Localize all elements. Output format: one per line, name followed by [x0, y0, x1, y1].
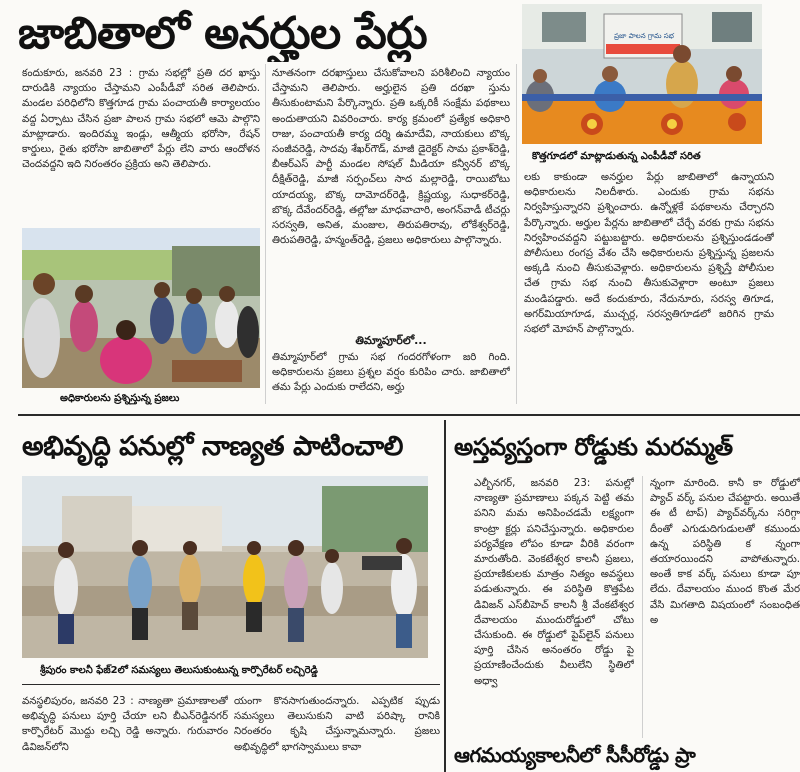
story1-subhead: తిమ్మాపూర్‌లో... [355, 334, 427, 347]
story1-col1-text: కందుకూరు, జనవరి 23 : గ్రామ సభల్లో ప్రతి దర ఖాస్తు దారుడికి న్యాయం చేస్తామని ఎంపీడీవో సరిత తెలిపారు. మండల పరిధిలోని కొత్తగూడ గ్రామ పంచాయతీ కార్యాలయం వద్ద ఏర్పాటు చేసిన ప్రజా పాలన గ్రామ సభలో ఆమె పాల్గొని మాట్లాడారు. ఇందిరమ్మ ఇండ్లు, ఆత్మీయ భరోసా, రేషన్ కార్డులు, రైతు భరోసా జాబితాలో పేర్లు లేని వారు ఆందోళన చెందవద్దని ఇది నిరంతరం ప్రక్రియ అని తెలిపారు. [22, 68, 260, 171]
story3-col1-text: ఎల్బీనగర్, జనవరి 23: పనుల్లో నాణ్యతా ప్రమాణాలు పక్కన పెట్టి తమ పనిని మమ అనిపించడమే లక్ష్యంగా కాంట్రా క్టర్లు పనిచేస్తున్నారు. అధికారుల పర్యవేక్షణ లోపం కూడా వీరికి వరంగా మారుతోంది. వెంకటేశ్వర కాలనీ ప్రజలు, ప్రయాణికులకు మాత్రం నిత్యం అవస్థలు పడుతున్నారు. ఈ పరిస్థితి కొత్తపేట డివిజన్ ఎస్‌బీహెచ్ కాలనీ శ్రీ వేంకటేశ్వర దేవాలయం ముందురోడ్డులో చోటు చేసుకుంది. ఈ రోడ్డులో పైప్‌లైన్ పనులు పూర్తి చేసిన అనంతరం రోడ్డు పై ప్రయాణించేందుకు వీలులేని స్థితిలో అధ్వా [474, 478, 634, 687]
story1-col2-text: నూతనంగా దరఖాస్తులు చేసుకోవాలని పరిశీలించి న్యాయం చేస్తామని తెలిపారు. అర్హులైన ప్రతి దరఖా స్తును తీసుకుంటామని పేర్కొన్నారు. ప్రతి ఒక్కరికీ సంక్షేమ పథకాలు అందుతాయని వివరించారు. కార్య క్రమంలో ప్రత్యేక అధికారి రాజు, పంచాయతీ కార్య దర్శి ఉమాదేవి, నాయకులు బొక్క సంజీవరెడ్డి, సాదవు శేఖర్‌గౌడ్, మాజీ డైరెక్టర్ సామ ప్రకాశ్‌రెడ్డి, బీఆర్‌ఎస్ పార్టీ మండల సోషల్ మీడియా కన్వీనర్ బొక్క దీక్షిత్‌రెడ్డి, మాజీ సర్పంచ్‌లు సాద మల్లారెడ్డి, రాయిబోటు యాదయ్య, బొక్క దామోదర్‌రెడ్డి, క్రిష్ణయ్య, సుధాకర్‌రెడ్డి, బొక్క దేవేందర్‌రెడ్డి, తల్లోజు మాధవాచారి, అంగన్‌వాడీ టీచర్లు సరస్వతి, అనిత, మంజుల, తిరుపతిరావు, లోకేశ్వర్‌రెడ్డి, తిరుపతిరెడ్డి, హన్మంత్‌రెడ్డి, ప్రజలు అధికారులు పాల్గొన్నారు. [272, 68, 510, 247]
banner-text: ప్రజా పాలన గ్రామ సభ [614, 32, 674, 40]
story1-photo-meeting [522, 4, 762, 144]
story2-photo-site [22, 476, 428, 658]
story1-photo-caption: కొత్తగూడలో మాట్లాడుతున్న ఎంపీడీవో సరిత [532, 151, 701, 162]
story2-headline: అభివృద్ధి పనుల్లో నాణ్యత పాటించాలి [22, 431, 403, 462]
story3-col2-text: న్నంగా మారింది. కానీ కా రోడ్డులో ప్యాచ్ వర్క్ పనుల చేపట్టారు. అయితే ఈ టీ టాప్) ప్యాచ్‌వర్క్‌ను సరిగ్గా దీంతో ఎగుడుదిగుడులతో కముందు ఉన్న పరిస్థితి క న్నంగా తయారయిందని వాపోతున్నారు. అంతే కాక వర్క్ పనులు కూడా పూ లేదు. దేవాలయం ముంద కొంత మేర వేసి మిగతాది విషయంలో సంబంధిత అ [650, 478, 800, 626]
story2-col2-text: యంగా కొనసాగుతుందన్నారు. ఎప్పటిక ప్పుడు సమస్యలు తెలుసుకుని వాటి పరిష్కా రానికి నిరంతరం కృషి చేస్తున్నామన్నారు. ప్రజలు అభివృద్ధిలో భాగస్వాములు కావా [234, 696, 440, 753]
story1-photo2-caption: అధికారులను ప్రశ్నిస్తున్న ప్రజలు [60, 393, 180, 404]
story2-photo-caption: శ్రీపురం కాలనీ ఫేజ్2లో సమస్యలు తెలుసుకుంటున్న కార్పొరేటర్ లచ్చిరెడ్డి [40, 665, 318, 676]
story1-col2b-text: తిమ్మాపూర్‌లో గ్రామ సభ గందరగోళంగా జరి గింది. అధికారులను ప్రజలు ప్రశ్నల వర్షం కురిపిం చారు. జాబితాలో తమ పేర్లు ఎందుకు రాలేదని, అర్హు [272, 352, 510, 394]
story1-col3-text: లకు కాకుండా అనర్హుల పేర్లు జాబితాలో ఉన్నాయని అధికారులను నిలదీశారు. ఎందుకు గ్రామ సభను నిర్వహిస్తున్నారని ప్రశ్నించారు. ఉన్నోళ్లకే పథకాలను చేర్చారని పేర్కొన్నారు. అర్హుల పేర్లను జాబితాలో చేర్చే వరకు గ్రామ సభను నిర్వహించవద్దని పట్టుబట్టారు. అధికారులను ప్రశ్నిస్తుండడంతో పోలీసులు రంగప్ర వేశం చేసి అధికారులను ప్రశ్నిస్తున్న ప్రజలను అక్కడి నుంచి తీసుకువెళ్లారు. అధికారులను ప్రశ్నిస్తే పోలీసుల చేత గ్రామ సభ నుంచి తీసుకువెళ్లారా అంటూ ప్రజలు మండిపడ్డారు. అదే కందుకూరు, నేదునూరు, సరస్వ తిగూడ, అగర్‌మియాగూడ, ముచ్చర్ల, సరస్వతిగూడలో జరిగిన గ్రామ సభలో మోహన్ పాల్గొన్నారు. [524, 172, 774, 336]
story3-sub-headline: ఆగమయ్యకాలనీలో సీసీరోడ్డు ప్రా [454, 743, 696, 767]
story2-col1-text: వనస్థలిపురం, జనవరి 23 : నాణ్యతా ప్రమాణాలతో అభివృద్ధి పనులు పూర్తి చేయా లని బీఎన్‌రెడ్డినగర్ కార్పొరేటర్ మొద్దు లచ్చి రెడ్డి అన్నారు. గురువారం డివిజన్‌లోని [22, 696, 228, 753]
story3-headline: అస్తవ్యస్తంగా రోడ్డుకు మరమ్మత్ [454, 433, 733, 461]
story1-headline: జాబితాలో అనర్హుల పేర్లు [18, 8, 428, 59]
story1-photo-crowd [22, 228, 260, 388]
